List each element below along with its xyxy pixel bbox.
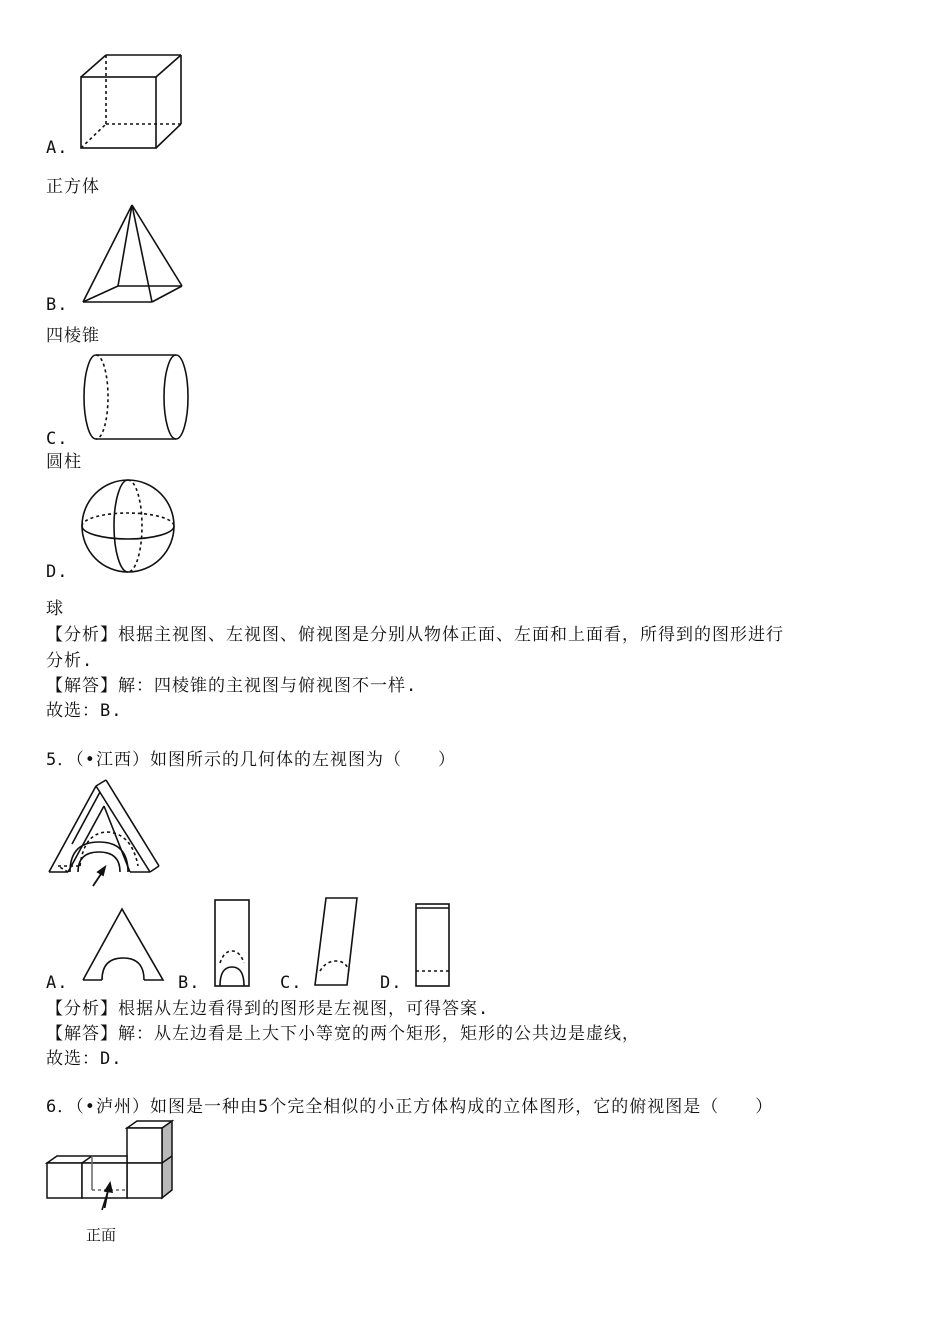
q5-option-d-letter: D. (380, 973, 403, 993)
sphere-icon (80, 476, 176, 576)
front-arrow (94, 1180, 124, 1212)
option-b-name: 四棱锥 (46, 326, 100, 346)
arrow-icon (94, 1180, 124, 1212)
square-pyramid-icon (80, 202, 186, 306)
q5-option-c-letter: C. (280, 973, 303, 993)
q5-option-a-figure (80, 906, 168, 984)
rectangle-arc-icon (212, 897, 252, 989)
q5-question: 5．（•江西）如图所示的几何体的左视图为（ ） (46, 750, 456, 770)
q4-answer-line (46, 675, 417, 697)
q5-analysis-line (46, 998, 489, 1020)
q5-answer-label: 【解答】 (46, 1024, 118, 1044)
option-d-letter: D. (46, 562, 69, 582)
q6-question: 6．（•泸州）如图是一种由5个完全相似的小正方体构成的立体图形，它的俯视图是（ ） (46, 1097, 774, 1117)
q4-analysis-line-1 (46, 624, 784, 646)
q5-answer-text: 解：从左边看是上大下小等宽的两个矩形，矩形的公共边是虚线， (118, 1024, 640, 1044)
q5-option-c-figure (312, 895, 360, 989)
two-rectangles-icon (413, 901, 453, 989)
cylinder-icon (80, 352, 192, 444)
q4-analysis-label: 【分析】 (46, 625, 118, 645)
q6-front-label: 正面 (86, 1226, 117, 1244)
pyramid-figure (80, 202, 186, 306)
q4-choice: 故选：B. (46, 701, 123, 721)
q4-answer-text: 解：四棱锥的主视图与俯视图不一样. (118, 676, 418, 696)
q5-analysis-label: 【分析】 (46, 999, 118, 1019)
arch-prism-icon (46, 776, 162, 888)
q5-option-b-figure (212, 897, 252, 989)
arch-prism-figure (46, 776, 162, 888)
q5-answer-line (46, 1023, 640, 1045)
cylinder-figure (80, 352, 192, 444)
q5-option-a-letter: A. (46, 973, 69, 993)
triangle-arch-icon (80, 906, 168, 984)
option-c-name: 圆柱 (46, 452, 82, 472)
q4-analysis-line-2: 分析. (46, 651, 94, 671)
option-a-letter: A. (46, 138, 69, 158)
option-c-letter: C. (46, 429, 69, 449)
q5-analysis-text: 根据从左边看得到的图形是左视图，可得答案. (118, 999, 490, 1019)
cube-icon (78, 52, 184, 152)
parallelogram-icon (312, 895, 360, 989)
sphere-figure (80, 476, 176, 576)
q5-option-b-letter: B. (178, 973, 201, 993)
q4-answer-label: 【解答】 (46, 676, 118, 696)
option-a-name: 正方体 (46, 177, 100, 197)
cube-figure (78, 52, 184, 152)
option-b-letter: B. (46, 295, 69, 315)
q4-analysis-text: 根据主视图、左视图、俯视图是分别从物体正面、左面和上面看，所得到的图形进行 (118, 625, 784, 645)
q5-option-d-figure (413, 901, 453, 989)
q5-choice: 故选：D. (46, 1049, 123, 1069)
option-d-name: 球 (46, 599, 64, 619)
